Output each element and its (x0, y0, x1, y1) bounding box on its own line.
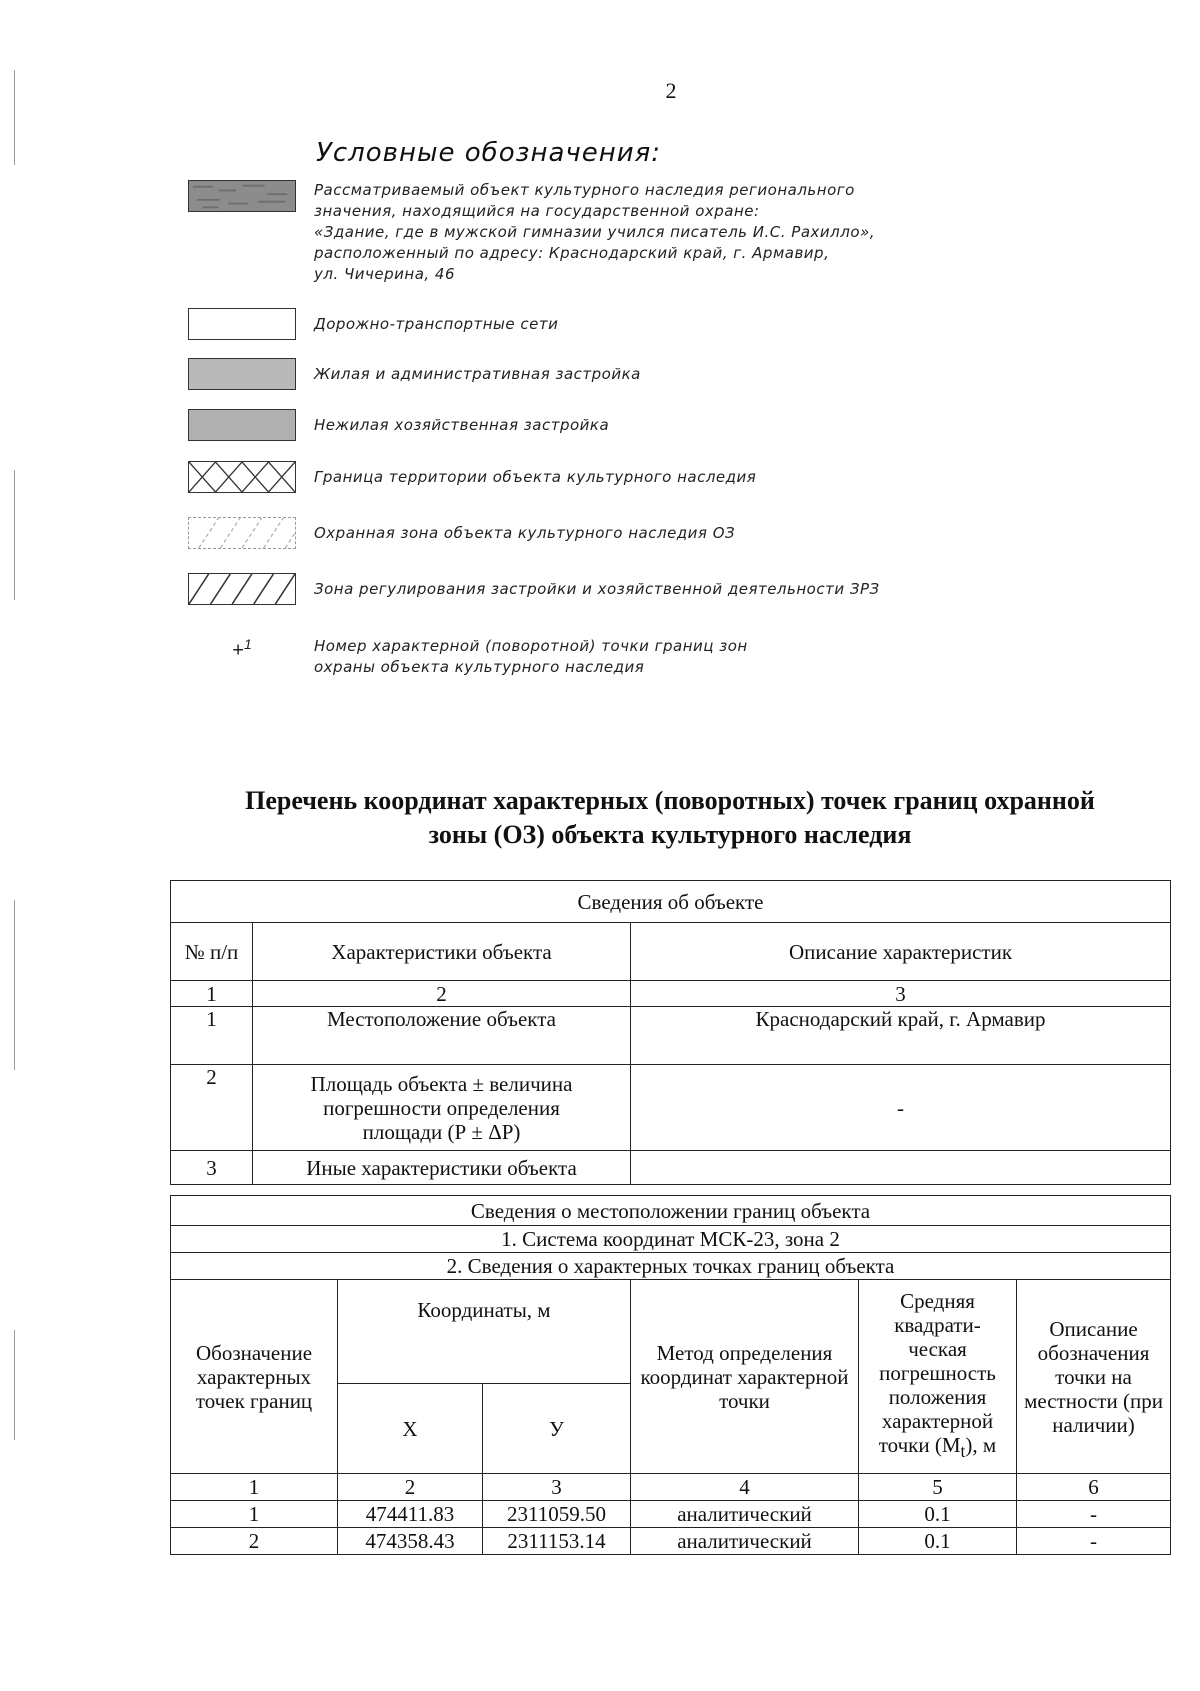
diagonal-hatch-swatch-icon (188, 573, 296, 605)
header-coordinates: Координаты, м (338, 1280, 631, 1384)
legend-item-non-residential (188, 409, 609, 441)
legend-text-non-residential: Нежилая хозяйственная застройка (314, 416, 610, 434)
row-value (631, 1151, 1171, 1185)
legend-item-road (188, 308, 558, 340)
table-subtitle-row (171, 1226, 1171, 1253)
residential-swatch-icon (188, 358, 296, 390)
legend-text-road: Дорожно-транспортные сети (314, 315, 559, 333)
table-title: Сведения о местоположении границ объекта (171, 1196, 1171, 1226)
table-row (171, 1528, 1171, 1555)
header-designation: Обозначение характерных точек границ (171, 1280, 338, 1474)
legend-item-object (188, 180, 875, 285)
row-num: 2 (171, 1065, 253, 1151)
scan-mark (14, 1330, 15, 1440)
legend-title: Условные обозначения: (316, 138, 662, 168)
row-num: 3 (171, 1151, 253, 1185)
non-residential-swatch-icon (188, 409, 296, 441)
table-header-row (171, 1280, 1171, 1384)
header-error (859, 1280, 1017, 1474)
index-cell: 2 (253, 981, 631, 1007)
header-method: Метод определения координат характерной точки (631, 1280, 859, 1474)
document-heading (180, 784, 1160, 852)
header-error-text: Средняя квадрати-ческая погрешность положения характерной точки (М (878, 1289, 996, 1458)
row-name: Местоположение объекта (253, 1007, 631, 1065)
table-subtitle-row (171, 1253, 1171, 1280)
table-row (171, 1007, 1171, 1065)
point-error: 0.1 (859, 1528, 1017, 1555)
index-cell: 1 (171, 981, 253, 1007)
page-number: 2 (665, 78, 677, 103)
legend-item-regulation-zone (188, 573, 880, 605)
row-num: 1 (171, 1007, 253, 1065)
table-title-row (171, 1196, 1171, 1226)
boundary-points-table (170, 1195, 1171, 1555)
legend-item-residential (188, 358, 641, 390)
legend-line: «Здание, где в мужской гимназии учился писатель И.С. Рахилло», (314, 223, 876, 241)
header-y: У (483, 1384, 631, 1474)
table-index-row (171, 1474, 1171, 1501)
cross-hatch-swatch-icon (188, 461, 296, 493)
legend-text-point-marker (314, 636, 748, 678)
row-name: Площадь объекта ± величина погрешности определения площади (Р ± ΔР) (253, 1065, 631, 1151)
legend-text-object (314, 180, 875, 285)
header-error-unit: ), м (965, 1433, 997, 1458)
table-index-row (171, 981, 1171, 1007)
header-error-sub: t (960, 1441, 966, 1462)
header-num: № п/п (171, 923, 253, 981)
road-network-swatch-icon (188, 308, 296, 340)
row-value: - (631, 1065, 1171, 1151)
point-number: 1 (171, 1501, 338, 1528)
index-cell: 3 (631, 981, 1171, 1007)
point-description: - (1017, 1528, 1171, 1555)
index-cell: 1 (171, 1474, 338, 1501)
object-swatch-icon (188, 180, 296, 212)
point-marker-symbol: + (232, 639, 244, 662)
points-subtitle: 2. Сведения о характерных точках границ объекта (171, 1253, 1171, 1280)
legend-line: расположенный по адресу: Краснодарский край, г. Армавир, (314, 244, 830, 262)
table-row (171, 1151, 1171, 1185)
legend-text-residential: Жилая и административная застройка (314, 365, 641, 383)
point-x: 474411.83 (338, 1501, 483, 1528)
row-value: Краснодарский край, г. Армавир (631, 1007, 1171, 1065)
point-method: аналитический (631, 1528, 859, 1555)
index-cell: 2 (338, 1474, 483, 1501)
legend-line: Рассматриваемый объект культурного наследия регионального (314, 181, 855, 199)
header-characteristic: Характеристики объекта (253, 923, 631, 981)
index-cell: 5 (859, 1474, 1017, 1501)
heading-line-1: Перечень координат характерных (поворотных) точек границ охранной (245, 786, 1095, 815)
legend-line: Номер характерной (поворотной) точки границ зон (314, 637, 748, 655)
table-row (171, 1065, 1171, 1151)
heading-line-2: зоны (ОЗ) объекта культурного наследия (428, 820, 912, 849)
scan-mark (14, 900, 15, 1070)
point-marker-icon (188, 636, 296, 663)
point-description: - (1017, 1501, 1171, 1528)
index-cell: 4 (631, 1474, 859, 1501)
legend-text-regulation-zone: Зона регулирования застройки и хозяйственной деятельности ЗРЗ (314, 580, 880, 598)
legend-line: значения, находящийся на государственной охране: (314, 202, 760, 220)
legend-line: ул. Чичерина, 46 (314, 265, 456, 283)
legend-item-protection-zone (188, 517, 735, 549)
legend-line: охраны объекта культурного наследия (314, 658, 645, 676)
row-name: Иные характеристики объекта (253, 1151, 631, 1185)
index-cell: 3 (483, 1474, 631, 1501)
point-method: аналитический (631, 1501, 859, 1528)
point-number: 2 (171, 1528, 338, 1555)
header-description: Описание характеристик (631, 923, 1171, 981)
legend-text-heritage-boundary: Граница территории объекта культурного наследия (314, 468, 757, 486)
point-error: 0.1 (859, 1501, 1017, 1528)
legend-text-protection-zone: Охранная зона объекта культурного наследия ОЗ (314, 524, 736, 542)
point-x: 474358.43 (338, 1528, 483, 1555)
header-x: X (338, 1384, 483, 1474)
table-title: Сведения об объекте (171, 881, 1171, 923)
legend-item-point-marker (188, 636, 748, 678)
dashed-hatch-swatch-icon (188, 517, 296, 549)
table-header-row (171, 923, 1171, 981)
index-cell: 6 (1017, 1474, 1171, 1501)
table-title-row (171, 881, 1171, 923)
object-info-table (170, 880, 1171, 1185)
scan-mark (14, 470, 15, 600)
legend-item-heritage-boundary (188, 461, 756, 493)
table-row (171, 1501, 1171, 1528)
coordinate-system: 1. Система координат МСК-23, зона 2 (171, 1226, 1171, 1253)
point-y: 2311059.50 (483, 1501, 631, 1528)
point-marker-number: 1 (243, 636, 252, 652)
point-y: 2311153.14 (483, 1528, 631, 1555)
header-description: Описание обозначения точки на местности (при наличии) (1017, 1280, 1171, 1474)
